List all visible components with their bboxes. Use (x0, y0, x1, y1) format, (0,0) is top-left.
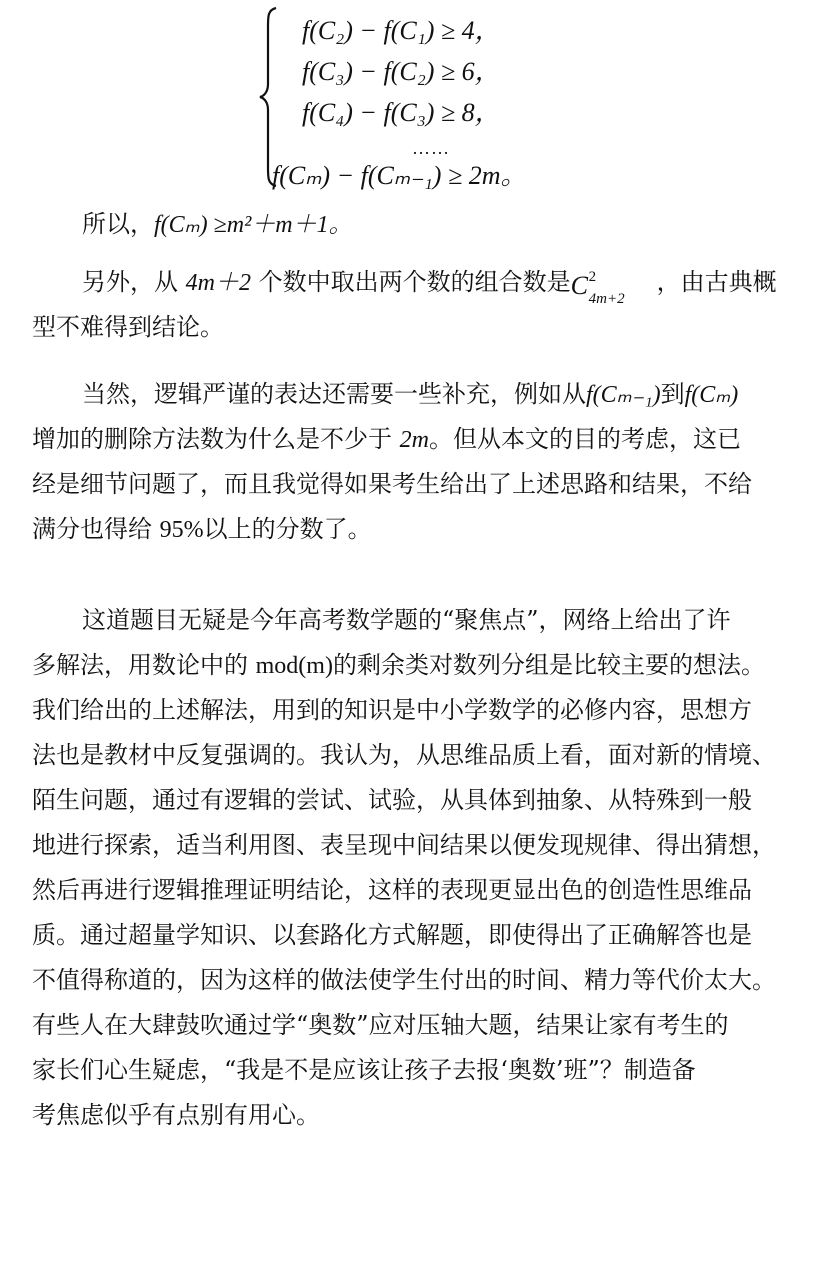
inequality-system (258, 6, 578, 192)
text-line: 质。通过超量学知识、以套路化方式解题，即使得出了正确解答也是 (32, 921, 752, 949)
text-line: 地进行探索，适当利用图、表呈现中间结果以便发现规律、得出猜想， (32, 831, 776, 859)
text-line: 不值得称道的，因为这样的做法使学生付出的时间、精力等代价太大。 (32, 966, 776, 994)
expr-4m2: 4m＋2 (185, 270, 251, 296)
text-line: 法也是教材中反复强调的。我认为，从思维品质上看，面对新的情境、 (32, 741, 776, 769)
text: 到 (660, 380, 685, 408)
text-line: 型不难得到结论。 (32, 313, 224, 341)
combination-symbol: C 2 4m+2 (570, 269, 625, 307)
text: 增加的删除方法数为什么是不少于 (32, 425, 400, 453)
text-line: 陌生问题，通过有逻辑的尝试、试验，从具体到抽象、从特殊到一般 (32, 786, 752, 814)
inequality-3: f(C₄) − f(C₃) ≥ 8， (302, 98, 501, 127)
text-line: 我们给出的上述解法，用到的知识是中小学数学的必修内容，思想方 (32, 696, 752, 724)
text: ，由古典概 (656, 268, 777, 296)
inequality-1: f(C₂) − f(C₁) ≥ 4， (302, 16, 501, 45)
text-line: 经是细节问题了，而且我觉得如果考生给出了上述思路和结果，不给 (32, 470, 752, 498)
text: 另外，从 (82, 268, 186, 296)
text-line: 家长们心生疑虑，“我是不是应该让孩子去报‘奥数’班”？制造备 (32, 1056, 696, 1084)
expr-fcm1: f(Cₘ₋₁) (586, 382, 661, 408)
text-line: 考焦虑似乎有点别有用心。 (32, 1101, 320, 1129)
expr-2m: 2m (399, 427, 429, 453)
text-line: 这道题目无疑是今年高考数学题的“聚焦点”，网络上给出了许 (82, 606, 731, 634)
text: 以上的分数了。 (203, 515, 372, 543)
formula: f(Cₘ) ≥m²＋m＋1。 (154, 212, 353, 238)
text: 。但从本文的目的考虑，这已 (428, 425, 741, 453)
percent: 95% (159, 517, 204, 543)
inequality-m: f(Cₘ) − f(Cₘ₋₁) ≥ 2m。 (272, 161, 527, 190)
paragraph-combination (0, 260, 777, 350)
text: 的剩余类对数列分组是比较主要的想法。 (332, 651, 765, 679)
ellipsis: …… (412, 138, 450, 158)
text-line: 有些人在大肆鼓吹通过学“奥数”应对压轴大题，结果让家有考生的 (32, 1011, 729, 1039)
text: 满分也得给 (32, 515, 160, 543)
paragraph-conclusion (82, 202, 353, 247)
inequality-2: f(C₃) − f(C₂) ≥ 6， (302, 57, 501, 86)
text-line: 然后再进行逻辑推理证明结论，这样的表现更显出色的创造性思维品 (32, 876, 752, 904)
paragraph-rigor (0, 372, 752, 552)
paragraph-discussion (0, 598, 776, 1138)
expr-fcm: f(Cₘ) (684, 382, 739, 408)
text: 当然，逻辑严谨的表达还需要一些补充，例如从 (82, 380, 586, 408)
text: 个数中取出两个数的组合数是 (250, 268, 571, 296)
text: 多解法，用数论中的 (32, 651, 256, 679)
text-prefix: 所以， (82, 210, 154, 238)
mod-expr: mod(m) (255, 653, 333, 679)
